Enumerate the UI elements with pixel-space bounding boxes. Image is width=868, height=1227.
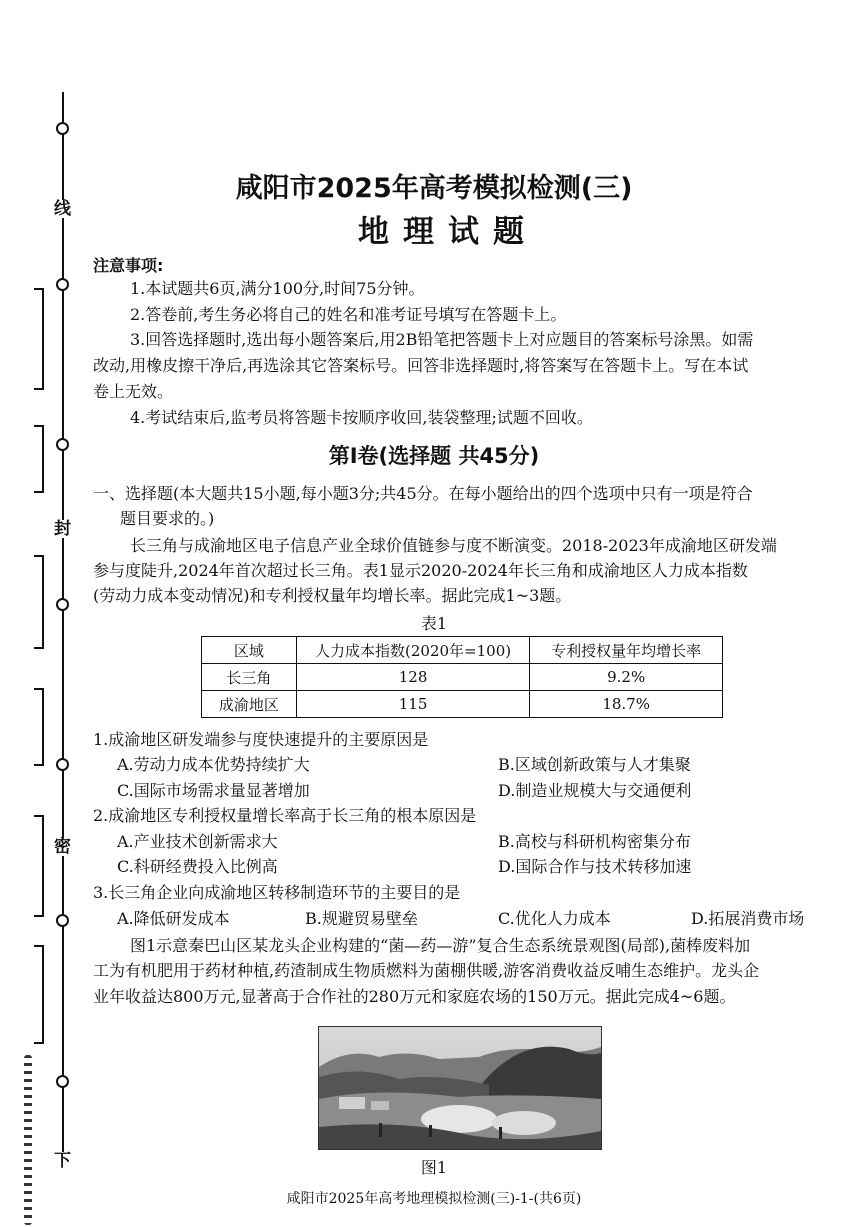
notes-heading: 注意事项: [93,256,164,275]
question-option: B.区域创新政策与人才集聚 [498,755,691,774]
question-option: A.产业技术创新需求大 [117,832,278,851]
question-option: B.规避贸易壁垒 [305,909,418,928]
question-option: C.科研经费投入比例高 [117,857,278,876]
note-item: 4.考试结束后,监考员将答题卡按顺序收回,装袋整理;试题不回收。 [130,408,593,427]
note-item: 卷上无效。 [93,382,174,401]
section-title: 第Ⅰ卷(选择题 共45分) [328,444,540,468]
margin-char-xia: 下 [54,1151,71,1171]
table-header-row [202,637,723,664]
question-option: D.国际合作与技术转移加速 [498,857,692,876]
data-table [201,636,723,718]
page-footer: 咸阳市2025年高考地理模拟检测(三)-1-(共6页) [286,1191,582,1207]
margin-circle [56,278,69,291]
question-option: C.国际市场需求量显著增加 [117,781,310,800]
table-cell: 115 [296,691,530,718]
note-item: 改动,用橡皮擦干净后,再选涂其它答案标号。回答非选择题时,将答案写在答题卡上。写在本试 [93,356,749,375]
section-instructions: 一、选择题(本大题共15小题,每小题3分;共45分。在每小题给出的四个选项中只有一项是符合 [93,484,753,503]
question-stem: 1.成渝地区研发端参与度快速提升的主要原因是 [93,730,429,749]
passage-1: 参与度陡升,2024年首次超过长三角。表1显示2020-2024年长三角和成渝地区人力成本指数 [93,561,748,580]
table-cell: 9.2% [530,664,723,691]
passage-2: 图1示意秦巴山区某龙头企业构建的“菌—药—游”复合生态系统景观图(局部),菌棒废料加 [130,936,751,955]
passage-2: 工为有机肥用于药材种植,药渣制成生物质燃料为菌棚供暖,游客消费收益反哺生态维护。龙头企 [93,961,760,980]
note-item: 1.本试题共6页,满分100分,时间75分钟。 [130,279,425,298]
passage-1: (劳动力成本变动情况)和专利授权量年均增长率。据此完成1~3题。 [93,586,572,605]
question-option: C.优化人力成本 [498,909,611,928]
table-cell: 成渝地区 [202,691,297,718]
margin-bracket [34,288,44,390]
note-item: 2.答卷前,考生务必将自己的姓名和准考证号填写在答题卡上。 [130,305,567,324]
margin-bracket [34,815,44,917]
margin-circle [56,598,69,611]
table-row [202,691,723,718]
margin-char-xian: 线 [54,199,71,219]
question-stem: 3.长三角企业向成渝地区转移制造环节的主要目的是 [93,883,461,902]
margin-char-feng: 封 [54,519,71,539]
question-option: A.劳动力成本优势持续扩大 [117,755,310,774]
table-cell: 18.7% [530,691,723,718]
margin-char-mi: 密 [54,837,71,857]
table-header: 区域 [202,637,297,664]
margin-circle [56,914,69,927]
question-option: D.制造业规模大与交通便利 [498,781,692,800]
section-instructions: 题目要求的。) [120,509,215,528]
margin-circle [56,758,69,771]
passage-2: 业年收益达800万元,显著高于合作社的280万元和家庭农场的150万元。据此完成4~6题。 [93,987,736,1006]
margin-bracket [34,555,44,649]
passage-1: 长三角与成渝地区电子信息产业全球价值链参与度不断演变。2018-2023年成渝地区研发端 [130,536,777,555]
margin-bracket [34,945,44,1044]
margin-bracket [34,688,44,766]
margin-circle [56,122,69,135]
table-cell: 长三角 [202,664,297,691]
question-option: D.拓展消费市场 [691,909,805,928]
landscape-image [319,1027,601,1149]
question-stem: 2.成渝地区专利授权量增长率高于长三角的根本原因是 [93,806,477,825]
question-option: B.高校与科研机构密集分布 [498,832,691,851]
subject-title: 地理试题 [358,214,538,250]
table-header: 人力成本指数(2020年=100) [296,637,530,664]
margin-circle [56,1075,69,1088]
question-option: A.降低研发成本 [117,909,230,928]
figure-caption: 图1 [420,1158,448,1177]
table-cell: 128 [296,664,530,691]
table-header: 专利授权量年均增长率 [530,637,723,664]
exam-title: 咸阳市2025年高考模拟检测(三) [235,173,633,204]
figure-1-photo [318,1026,602,1150]
table-row [202,664,723,691]
note-item: 3.回答选择题时,选出每小题答案后,用2B铅笔把答题卡上对应题目的答案标号涂黑。如需 [130,330,754,349]
table-caption: 表1 [420,614,448,633]
